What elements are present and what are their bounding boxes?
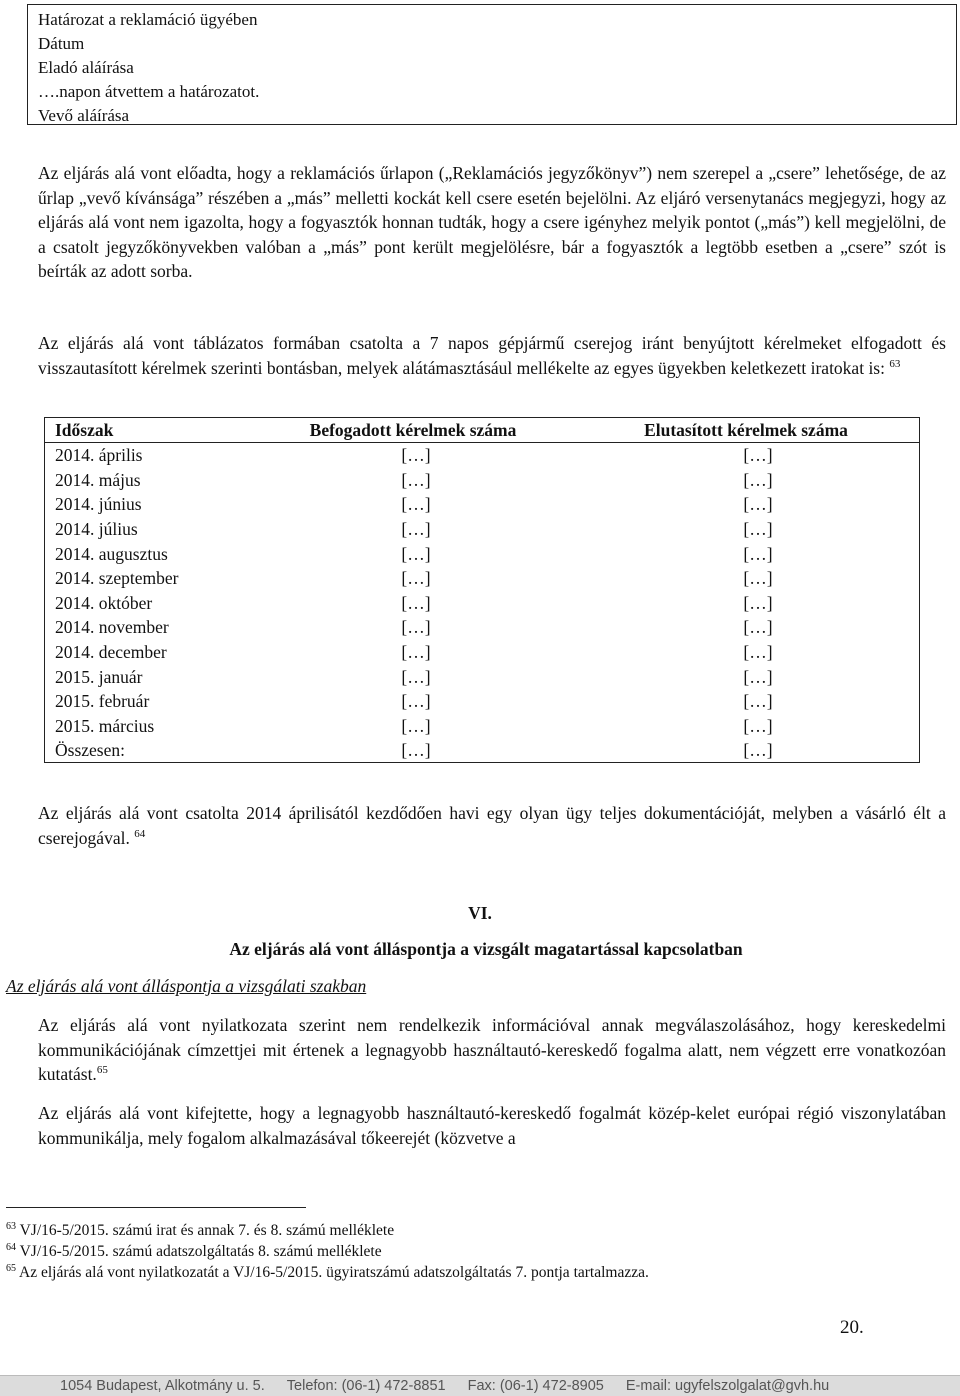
footnote-number: 63 <box>6 1220 16 1232</box>
column-header-rejected: Elutasított kérelmek száma <box>573 418 919 443</box>
paragraph-number <box>6 1013 38 1038</box>
accepted-count-cell: […] <box>401 715 431 736</box>
paragraph-number <box>6 331 38 356</box>
accepted-count-cell: […] <box>401 592 431 613</box>
accepted-count-cell: […] <box>401 519 431 540</box>
paragraph-text: Az eljárás alá vont nyilatkozata szerint nem rendelkezik információval annak megválaszolásához, hogy kereskedelmi kommunikációjának címzettjei mit értenek a legnagyobb használtautó-kereskedő fogalma alatt, nem végzett erre vonatkozóan kutatást. <box>38 1015 946 1084</box>
footnote <box>6 1262 649 1283</box>
decision-box <box>27 4 957 125</box>
rejected-count-cell: […] <box>743 740 773 761</box>
footnote <box>6 1220 649 1241</box>
table-row <box>45 714 919 739</box>
accepted-count-cell: […] <box>401 445 431 466</box>
accepted-count-cell: […] <box>401 617 431 638</box>
decision-box-line: Határozat a reklamáció ügyében <box>38 10 258 29</box>
paragraph-69 <box>6 1101 946 1150</box>
paragraph-67 <box>6 801 946 850</box>
section-number: VI. <box>468 903 492 923</box>
table-row <box>45 443 919 468</box>
footnotes <box>6 1220 649 1283</box>
footer-email[interactable]: E-mail: ugyfelszolgalat@gvh.hu <box>625 1378 830 1394</box>
accepted-count-cell: […] <box>401 494 431 515</box>
paragraph-68 <box>6 1013 946 1087</box>
rejected-count-cell: […] <box>743 469 773 490</box>
requests-table <box>44 417 920 763</box>
paragraph-number <box>6 161 38 186</box>
footnote-ref[interactable]: 64 <box>134 827 146 840</box>
table-row <box>45 492 919 517</box>
period-cell: 2015. február <box>55 691 150 712</box>
table-row <box>45 541 919 566</box>
rejected-count-cell: […] <box>743 592 773 613</box>
footer-address: 1054 Budapest, Alkotmány u. 5. <box>60 1378 265 1394</box>
rejected-count-cell: […] <box>743 642 773 663</box>
footer-bar <box>0 1375 960 1396</box>
period-cell: 2015. január <box>55 666 143 687</box>
period-cell: 2015. március <box>55 715 155 736</box>
accepted-count-cell: […] <box>401 666 431 687</box>
period-cell: 2014. július <box>55 519 138 540</box>
period-cell: Összesen: <box>55 740 125 761</box>
footnote-text: Az eljárás alá vont nyilatkozatát a VJ/16-5/2015. ügyiratszámú adatszolgáltatás 7. pontja tartalmazza. <box>19 1264 649 1281</box>
table-row <box>45 566 919 591</box>
accepted-count-cell: […] <box>401 543 431 564</box>
decision-box-line: ….napon átvettem a határozatot. <box>38 82 260 101</box>
rejected-count-cell: […] <box>743 691 773 712</box>
footnote-number: 65 <box>6 1262 16 1274</box>
decision-box-line: Vevő aláírása <box>38 106 130 125</box>
footnote-ref[interactable]: 63 <box>889 357 901 370</box>
accepted-count-cell: […] <box>401 568 431 589</box>
period-cell: 2014. május <box>55 469 141 490</box>
table-row <box>45 664 919 689</box>
rejected-count-cell: […] <box>743 568 773 589</box>
period-cell: 2014. december <box>55 642 167 663</box>
period-cell: 2014. október <box>55 592 153 613</box>
table-row <box>45 689 919 714</box>
rejected-count-cell: […] <box>743 494 773 515</box>
footer-phone: Telefon: (06-1) 472-8851 <box>286 1378 446 1394</box>
footnote-separator <box>6 1207 306 1208</box>
footnote-ref[interactable]: 65 <box>96 1064 108 1077</box>
table-row <box>45 468 919 493</box>
table-header-row <box>45 418 919 443</box>
rejected-count-cell: […] <box>743 519 773 540</box>
period-cell: 2014. augusztus <box>55 543 168 564</box>
paragraph-65 <box>6 161 946 284</box>
footer-fax: Fax: (06-1) 472-8905 <box>467 1378 604 1394</box>
table-row <box>45 640 919 665</box>
rejected-count-cell: […] <box>743 543 773 564</box>
footnote <box>6 1241 649 1262</box>
accepted-count-cell: […] <box>401 469 431 490</box>
period-cell: 2014. szeptember <box>55 568 179 589</box>
period-cell: 2014. november <box>55 617 169 638</box>
section-subtitle: Az eljárás alá vont álláspontja a vizsgálati szakban <box>6 976 367 996</box>
table-row <box>45 615 919 640</box>
table-row <box>45 517 919 542</box>
accepted-count-cell: […] <box>401 740 431 761</box>
paragraph-text: Az eljárás alá vont táblázatos formában csatolta a 7 napos gépjármű cserejog iránt benyújtott kérelmeket elfogadott és visszautasított kérelmek szerinti bontásban, melyek alátámasztásául mellékelte az egyes ügyekben keletkezett iratokat is: <box>38 333 946 378</box>
rejected-count-cell: […] <box>743 666 773 687</box>
rejected-count-cell: […] <box>743 445 773 466</box>
column-header-period: Időszak <box>45 418 253 443</box>
paragraph-66 <box>6 331 946 380</box>
paragraph-text: Az eljárás alá vont előadta, hogy a reklamációs űrlapon („Reklamációs jegyzőkönyv”) nem szerepel a „csere” lehetősége, de az űrlap „vevő kívánsága” részében a „más” melletti kockát kell csere esetén bejelölni. Az eljáró versenytanács megjegyzi, hogy az eljárás alá vont nem igazolta, hogy a fogyasztók honnan tudták, hogy a csere igényhez melyik pontot („más”) kell megjelölni, de a csatolt jegyzőkönyvekben valóban a „más” pont került megjelölésre, bár a fogyasztók a legtöbb esetben a „csere” szót is beírták az adott sorba. <box>38 163 946 281</box>
accepted-count-cell: […] <box>401 691 431 712</box>
footnote-text: VJ/16-5/2015. számú adatszolgáltatás 8. számú melléklete <box>19 1243 382 1260</box>
page-number: 20. <box>840 1317 864 1338</box>
decision-box-line: Dátum <box>38 34 85 53</box>
paragraph-text: Az eljárás alá vont kifejtette, hogy a legnagyobb használtautó-kereskedő fogalmát közép-kelet európai régió viszonylatában kommunikálja, mely fogalom alkalmazásával tőkeerejét (közvetve a <box>38 1103 946 1148</box>
period-cell: 2014. április <box>55 445 143 466</box>
paragraph-number <box>6 801 38 826</box>
rejected-count-cell: […] <box>743 715 773 736</box>
paragraph-number <box>6 1101 38 1126</box>
table-row <box>45 738 919 763</box>
rejected-count-cell: […] <box>743 617 773 638</box>
table-row <box>45 591 919 616</box>
section-title: Az eljárás alá vont álláspontja a vizsgált magatartással kapcsolatban <box>229 939 743 959</box>
accepted-count-cell: […] <box>401 642 431 663</box>
footnote-text: VJ/16-5/2015. számú irat és annak 7. és 8. számú melléklete <box>19 1222 395 1239</box>
paragraph-text: Az eljárás alá vont csatolta 2014 áprilisától kezdődően havi egy olyan ügy teljes dokumentációját, melyben a vásárló élt a cserejogával. <box>38 803 946 848</box>
column-header-accepted: Befogadott kérelmek száma <box>253 418 573 443</box>
period-cell: 2014. június <box>55 494 142 515</box>
decision-box-line: Eladó aláírása <box>38 58 134 77</box>
footnote-number: 64 <box>6 1241 16 1253</box>
